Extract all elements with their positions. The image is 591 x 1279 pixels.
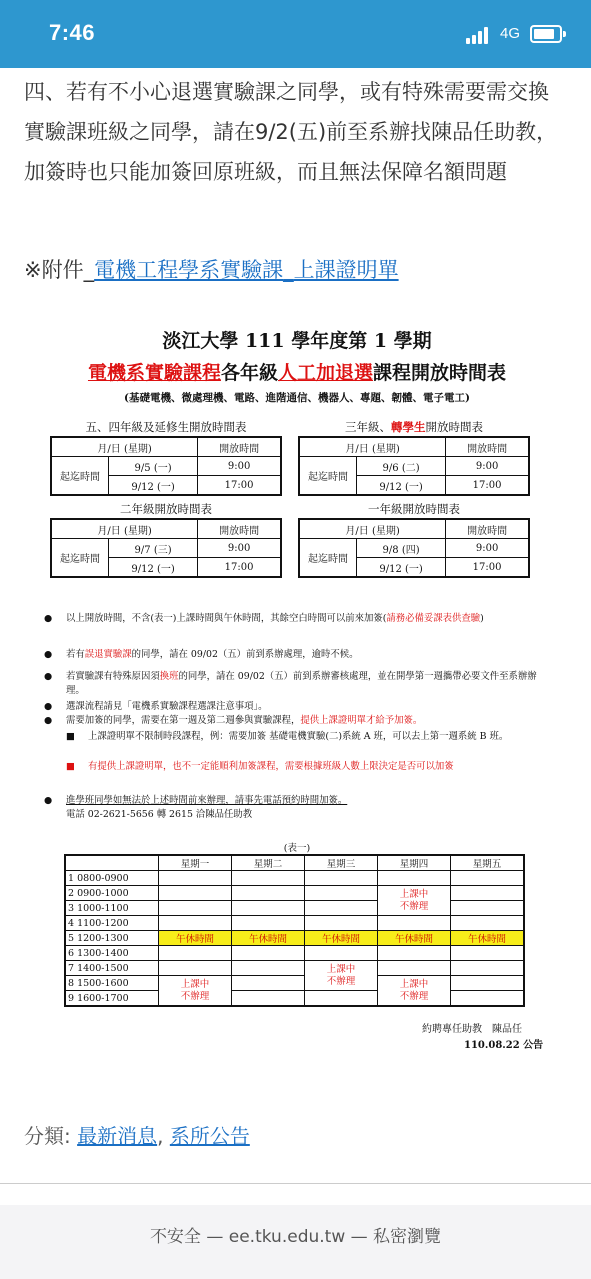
poster-title: 淡江大學 111 學年度第 1 學期 <box>162 330 432 352</box>
network-type: 4G <box>500 25 521 42</box>
schedule-empty-cell <box>305 901 378 916</box>
schedule-row <box>65 946 524 961</box>
schedule-empty-cell <box>451 946 525 961</box>
schedule-slot-label: 7 1400-1500 <box>65 961 159 976</box>
schedule-busy-cell: 上課中 不辦理 <box>378 886 451 916</box>
headline-red-2: 人工加退選 <box>278 362 374 384</box>
schedule-empty-cell <box>159 886 232 901</box>
schedule-empty-cell <box>378 946 451 961</box>
schedule-noon-cell: 午休時間 <box>378 931 451 946</box>
schedule-slot-label: 5 1200-1300 <box>65 931 159 946</box>
schedule-empty-cell <box>159 916 232 931</box>
schedule-empty-cell <box>305 886 378 901</box>
schedule-empty-cell <box>451 976 525 991</box>
note-3: ● 若實驗課有特殊原因須換班的同學，請在 09/02（五）前到系辦審核處理，並在開學第一週攜帶必要文件至系辦辦理。 <box>44 671 537 696</box>
schedule-empty-cell <box>451 901 525 916</box>
poster-headline <box>36 358 558 385</box>
schedule-row <box>65 901 524 916</box>
schedule-empty-cell <box>159 901 232 916</box>
schedule-empty-cell <box>232 916 305 931</box>
category-label: 分類: <box>24 1124 78 1148</box>
schedule-empty-cell <box>378 916 451 931</box>
schedule-empty-cell <box>232 991 305 1007</box>
schedule-empty-cell <box>232 886 305 901</box>
schedule-slot-label: 1 0800-0900 <box>65 871 159 886</box>
note-5: ● 需要加簽的同學，需要在第一週及第二週參與實驗課程，提供上課證明單才給予加簽。 <box>44 715 423 726</box>
battery-icon <box>530 25 562 43</box>
attachment-prefix: ※附件 <box>24 258 84 282</box>
schedule-busy-cell: 上課中 不辦理 <box>378 976 451 1007</box>
schedule-row <box>65 976 524 991</box>
schedule-slot-label: 2 0900-1000 <box>65 886 159 901</box>
schedule-noon-cell: 午休時間 <box>451 931 525 946</box>
schedule-slot-label: 6 1300-1400 <box>65 946 159 961</box>
note-6: ■ 上課證明單不限制時段課程，例：需要加簽 基礎電機實驗(二)系統 A 班，可以去上第一週系統 B 班。 <box>66 731 509 742</box>
note-4: ● 選課流程請見「電機系實驗課程選課注意事項」。 <box>44 701 268 712</box>
schedule-empty-cell <box>159 871 232 886</box>
schedule-empty-cell <box>378 871 451 886</box>
schedule-empty-cell <box>232 961 305 976</box>
schedule-empty-cell <box>159 961 232 976</box>
signer: 約聘專任助教 陳品任 <box>422 1024 522 1035</box>
note-7: ■ 有提供上課證明單，也不一定能順利加簽課程，需要根據班級人數上限決定是否可以加簽 <box>66 761 454 772</box>
note-8: ● 進學班同學如無法於上述時間前來辦理，請事先電話預約時間加簽。 <box>44 795 348 806</box>
schedule-empty-cell <box>232 871 305 886</box>
schedule-busy-cell: 上課中 不辦理 <box>305 961 378 991</box>
announcement-poster <box>36 320 558 1060</box>
open-time-table-sophomore: 二年級開放時間表 月/日 (星期) 開放時間 起迄時間 9/7 (三) 9:00 9/12 (一) 17:00 <box>50 500 282 578</box>
schedule-slot-label: 3 1000-1100 <box>65 901 159 916</box>
open-time-table-senior: 五、四年級及延修生開放時間表 月/日 (星期) 開放時間 起迄時間 9/5 (一) 9:00 9/12 (一) 17:00 <box>50 418 282 496</box>
schedule-empty-cell <box>305 871 378 886</box>
schedule-empty-cell <box>451 871 525 886</box>
attachment-sep: _ <box>83 258 95 282</box>
announce-date: 110.08.22 公告 <box>464 1040 544 1051</box>
category-line: 分類: 最新消息, 系所公告 <box>24 1124 250 1148</box>
attachment-link-proof[interactable]: 上課證明單 <box>293 258 399 282</box>
category-link-news[interactable]: 最新消息 <box>77 1124 158 1148</box>
schedule-empty-cell <box>305 946 378 961</box>
schedule-slot-label: 9 1600-1700 <box>65 991 159 1007</box>
schedule-day-header: 星期四 <box>378 855 451 871</box>
schedule-empty-cell <box>451 961 525 976</box>
schedule-day-header: 星期三 <box>305 855 378 871</box>
category-link-dept[interactable]: 系所公告 <box>169 1124 250 1148</box>
address-bar[interactable] <box>0 1205 591 1279</box>
attachment-line <box>24 254 399 284</box>
poster-subtitle: (基礎電機、微處理機、電路、進階通信、機器人、專題、韌體、電子電工) <box>124 392 470 404</box>
status-bar <box>0 0 591 68</box>
status-time: 7:46 <box>49 20 96 45</box>
schedule-table <box>64 854 525 1007</box>
open-time-table-junior: 三年級、轉學生開放時間表 月/日 (星期) 開放時間 起迄時間 9/6 (二) 9:00 9/12 (一) 17:00 <box>298 418 530 496</box>
schedule-corner <box>65 855 159 871</box>
schedule-empty-cell <box>378 961 451 976</box>
schedule-day-header: 星期五 <box>451 855 525 871</box>
url-text: 不安全 — ee.tku.edu.tw — 私密瀏覽 <box>149 1227 442 1247</box>
article-paragraph: 四、若有不小心退選實驗課之同學，或有特殊需要需交換實驗課班級之同學，請在9/2(五)前至系辦找陳品任助教，加簽時也只能加簽回原班級，而且無法保障名額問題 <box>24 80 558 184</box>
schedule-row <box>65 991 524 1007</box>
schedule-row <box>65 871 524 886</box>
schedule-busy-cell: 上課中 不辦理 <box>159 976 232 1007</box>
schedule-row <box>65 961 524 976</box>
schedule-slot-label: 8 1500-1600 <box>65 976 159 991</box>
schedule-empty-cell <box>451 886 525 901</box>
schedule-empty-cell <box>451 916 525 931</box>
schedule-empty-cell <box>305 991 378 1007</box>
attachment-gap[interactable]: _ <box>283 258 294 282</box>
divider <box>0 1183 591 1184</box>
schedule-row <box>65 886 524 901</box>
attachment-link-lab[interactable]: 電機工程學系實驗課 <box>94 258 284 282</box>
schedule-empty-cell <box>451 991 525 1007</box>
headline-red-1: 電機系實驗課程 <box>87 362 221 384</box>
schedule-noon-cell: 午休時間 <box>305 931 378 946</box>
schedule-row <box>65 916 524 931</box>
schedule-day-header: 星期一 <box>159 855 232 871</box>
open-time-table-freshman: 一年級開放時間表 月/日 (星期) 開放時間 起迄時間 9/8 (四) 9:00 9/12 (一) 17:00 <box>298 500 530 578</box>
schedule-title: (表一) <box>283 843 311 854</box>
schedule-empty-cell <box>232 901 305 916</box>
schedule-empty-cell <box>232 946 305 961</box>
headline-mid: 各年級 <box>220 362 278 384</box>
note-1: ● 以上開放時間，不含(表一)上課時間與午休時間，其餘空白時間可以前來加簽(請務必備妥課表供查驗) <box>44 613 484 624</box>
schedule-row <box>65 931 524 946</box>
schedule-noon-cell: 午休時間 <box>159 931 232 946</box>
schedule-empty-cell <box>232 976 305 991</box>
headline-end: 課程開放時間表 <box>373 362 507 384</box>
signal-icon <box>466 26 492 44</box>
note-9: 電話 02-2621-5656 轉 2615 洽陳品任助教 <box>66 809 253 820</box>
schedule-day-header: 星期二 <box>232 855 305 871</box>
schedule-noon-cell: 午休時間 <box>232 931 305 946</box>
schedule-empty-cell <box>159 946 232 961</box>
schedule-slot-label: 4 1100-1200 <box>65 916 159 931</box>
schedule-empty-cell <box>305 916 378 931</box>
note-2: ● 若有誤退實驗課的同學，請在 09/02（五）前到系辦處理，逾時不候。 <box>44 649 359 660</box>
